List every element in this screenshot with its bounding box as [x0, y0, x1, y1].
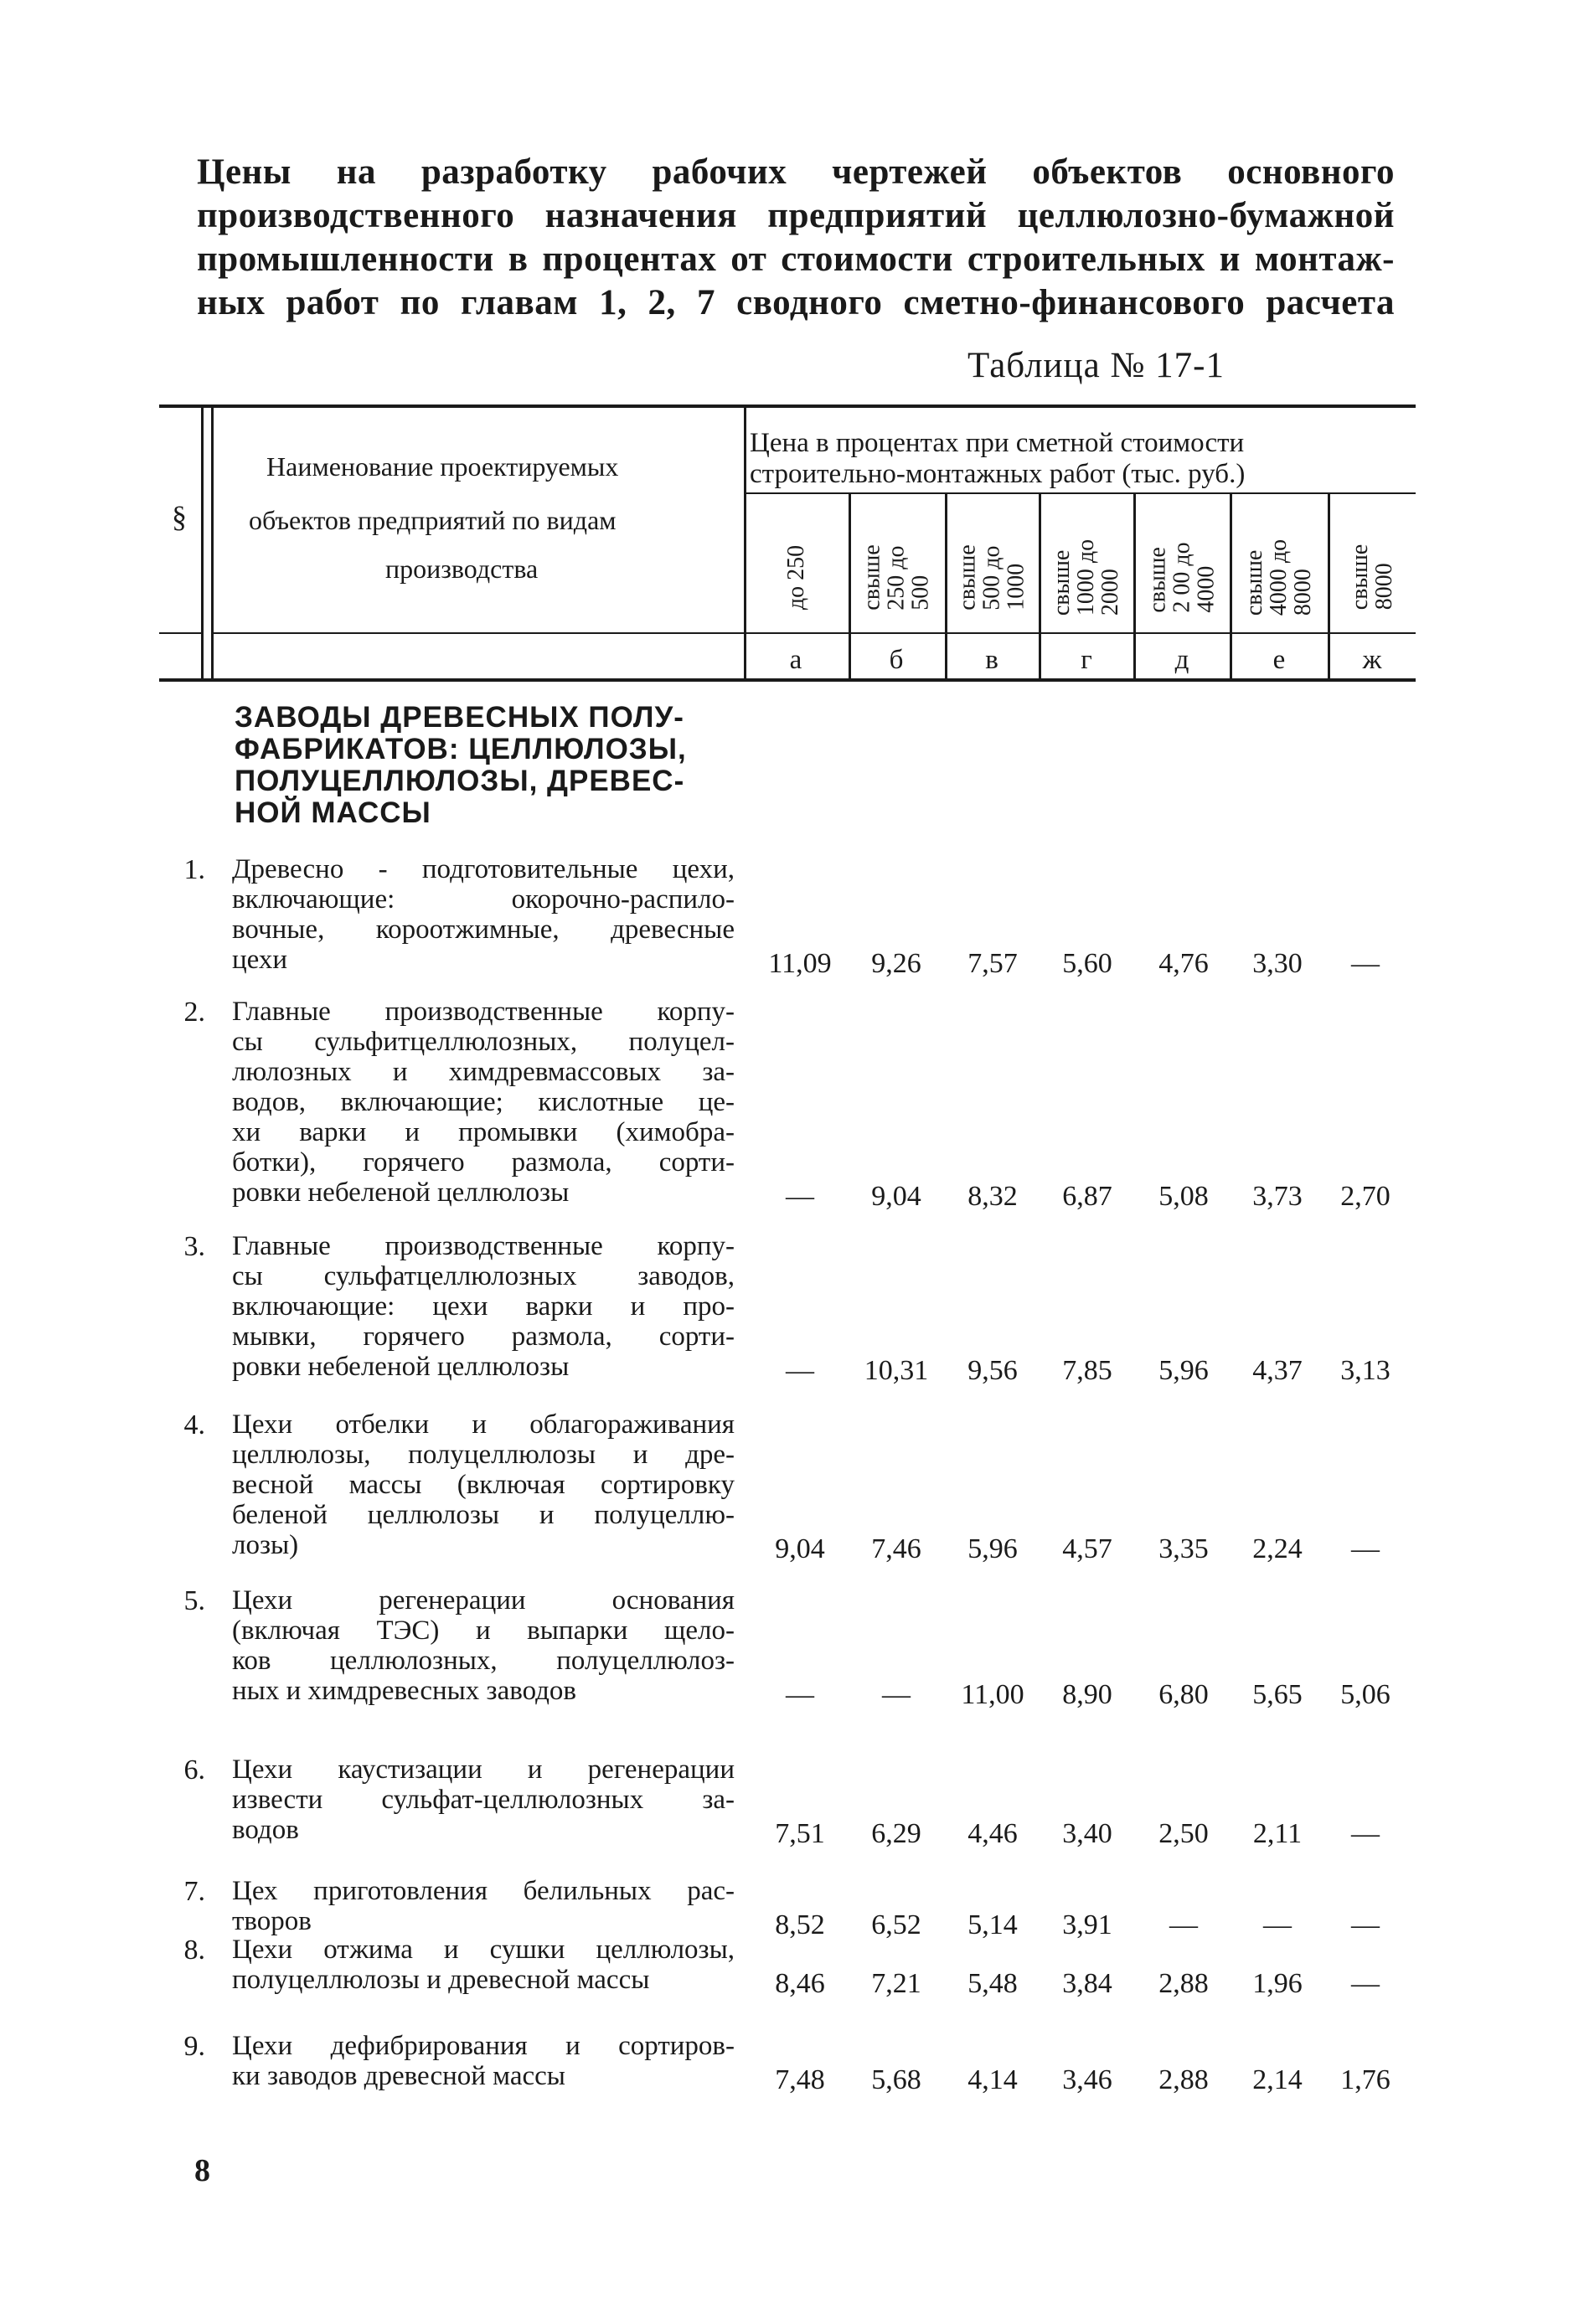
description-line: мывки, горячего размола, сорти- — [232, 1322, 735, 1352]
price-cell: — — [786, 1355, 814, 1386]
price-cell: 3,91 — [1062, 1909, 1112, 1940]
title-line: промышленности в процентах от стоимости строительных и монтаж- — [197, 240, 1395, 279]
description-line: Цехи отбелки и облагораживания — [232, 1409, 735, 1440]
description-line: лозы) — [232, 1530, 299, 1560]
price-cell: 3,30 — [1252, 948, 1303, 979]
price-cell: 7,46 — [871, 1533, 921, 1564]
price-cell: 8,90 — [1062, 1679, 1112, 1710]
price-cell: 5,60 — [1062, 948, 1112, 979]
price-cell: 11,09 — [768, 948, 832, 979]
column-letter: в — [985, 645, 998, 675]
price-cell: 3,84 — [1062, 1968, 1112, 1999]
price-cell: 8,46 — [775, 1968, 825, 1999]
price-cell: 5,65 — [1252, 1679, 1303, 1710]
price-cell: — — [1351, 1909, 1380, 1940]
price-cell: — — [1169, 1909, 1198, 1940]
description-line: беленой целлюлозы и полуцеллю- — [232, 1500, 735, 1530]
price-cell: 5,96 — [967, 1533, 1018, 1564]
price-cell: 2,88 — [1158, 1968, 1209, 1999]
row-number: 2. — [183, 997, 205, 1028]
row-description — [232, 854, 735, 975]
row-number: 6. — [183, 1755, 205, 1786]
price-cell: 11,00 — [961, 1679, 1024, 1710]
paragraph-symbol: § — [172, 500, 187, 533]
price-cell: 4,57 — [1062, 1533, 1112, 1564]
row-description — [232, 997, 735, 1208]
description-line: ровки небеленой целлюлозы — [232, 1177, 570, 1208]
description-line: Древесно - подготовительные цехи, — [232, 854, 735, 884]
price-cell: 3,40 — [1062, 1818, 1112, 1849]
description-line: Цехи дефибрирования и сортиров- — [232, 2031, 735, 2061]
price-cell: 4,14 — [967, 2064, 1018, 2095]
range-header: свыше 1000 до 2000 — [1049, 538, 1124, 616]
price-cell: 9,04 — [775, 1533, 825, 1564]
price-header-rule — [746, 492, 1416, 494]
range-header: свыше 4000 до 8000 — [1241, 538, 1317, 616]
table-top-rule — [159, 405, 1416, 408]
title-line: Цены на разработку рабочих чертежей объектов основного — [197, 152, 1395, 192]
price-cell: 5,48 — [967, 1968, 1018, 1999]
price-cell: 1,76 — [1340, 2064, 1391, 2095]
price-cell: 4,37 — [1252, 1355, 1303, 1386]
description-line: Цехи отжима и сушки целлюлозы, — [232, 1935, 735, 1965]
description-line: вочные, короотжимные, древесные — [232, 915, 735, 945]
page-number: 8 — [194, 2153, 210, 2188]
name-header-line: объектов предприятий по видам — [249, 505, 617, 535]
description-line: полуцеллюлозы и древесной массы — [232, 1965, 650, 1995]
price-cell: 4,76 — [1158, 948, 1209, 979]
row-number: 8. — [183, 1935, 205, 1966]
description-line: Цехи каустизации и регенерации — [232, 1755, 735, 1785]
description-line: сы сульфитцеллюлозных, полуцел- — [232, 1027, 735, 1057]
description-line: ровки небеленой целлюлозы — [232, 1352, 570, 1382]
title-line: ных работ по главам 1, 2, 7 сводного сметно-финансового расчета — [197, 283, 1395, 322]
description-line: ботки), горячего размола, сорти- — [232, 1147, 735, 1177]
price-cell: — — [1351, 1968, 1380, 1999]
header-bottom-rule — [159, 678, 1416, 682]
name-header-line: производства — [385, 554, 539, 584]
price-cell: 2,70 — [1340, 1181, 1391, 1212]
description-line: извести сульфат-целлюлозных за- — [232, 1785, 735, 1815]
row-number: 7. — [183, 1876, 205, 1907]
price-cell: 3,73 — [1252, 1181, 1303, 1212]
description-line: ных и химдревесных заводов — [232, 1676, 577, 1706]
row-number: 5. — [183, 1585, 205, 1616]
column-letter: а — [789, 645, 802, 675]
description-line: творов — [232, 1906, 312, 1936]
col-divider — [201, 408, 204, 678]
description-line: водов, включающие; кислотные це- — [232, 1087, 735, 1117]
range-header: свыше 250 до 500 — [859, 544, 934, 611]
table-number: Таблица № 17-1 — [967, 346, 1225, 385]
description-line: Главные производственные корпу- — [232, 997, 735, 1027]
price-cell: 2,11 — [1252, 1818, 1303, 1849]
column-letter: б — [889, 645, 904, 675]
description-line: Цехи регенерации основания — [232, 1585, 735, 1615]
name-header-line: Наименование проектируемых — [266, 451, 619, 482]
description-line: хи варки и промывки (химобра- — [232, 1117, 735, 1147]
price-cell: 9,04 — [871, 1181, 921, 1212]
price-cell: — — [786, 1181, 814, 1212]
price-cell: 10,31 — [864, 1355, 929, 1386]
row-number: 4. — [183, 1409, 205, 1440]
section-title: ЗАВОДЫ ДРЕВЕСНЫХ ПОЛУ- ФАБРИКАТОВ: ЦЕЛЛЮЛОЗЫ, ПОЛУЦЕЛЛЮЛОЗЫ, ДРЕВЕС- НОЙ МАССЫ — [235, 701, 687, 829]
row-description — [232, 1876, 735, 1936]
price-cell: 5,96 — [1158, 1355, 1209, 1386]
price-cell: 6,52 — [871, 1909, 921, 1940]
price-cell: 3,35 — [1158, 1533, 1209, 1564]
range-header: свыше 2 00 до 4000 — [1144, 541, 1220, 613]
price-header-line: Цена в процентах при сметной стоимости — [750, 428, 1245, 458]
description-line: сы сульфатцеллюлозных заводов, — [232, 1261, 735, 1291]
title-line: производственного назначения предприятий целлюлозно-бумажной — [197, 196, 1395, 235]
description-line: включающие: окорочно-распило- — [232, 884, 735, 915]
price-cell: 2,14 — [1252, 2064, 1303, 2095]
price-cell: 3,13 — [1340, 1355, 1391, 1386]
range-header: до 250 — [783, 544, 810, 610]
description-line: водов — [232, 1815, 299, 1845]
price-cell: 9,26 — [871, 948, 921, 979]
row-number: 9. — [183, 2031, 205, 2062]
price-cell: — — [882, 1679, 911, 1710]
price-cell: 8,52 — [775, 1909, 825, 1940]
row-description — [232, 1585, 735, 1706]
price-cell: 7,85 — [1062, 1355, 1112, 1386]
price-cell: 5,14 — [967, 1909, 1018, 1940]
letters-rule-left — [159, 632, 201, 634]
letters-rule — [211, 632, 1416, 634]
price-cell: 5,08 — [1158, 1181, 1209, 1212]
price-cell: 7,51 — [775, 1818, 825, 1849]
price-cell: 5,06 — [1340, 1679, 1391, 1710]
price-cell: 7,57 — [967, 948, 1018, 979]
price-header-line: строительно-монтажных работ (тыс. руб.) — [750, 459, 1246, 489]
description-line: весной массы (включая сортировку — [232, 1470, 735, 1500]
price-cell: 8,32 — [967, 1181, 1018, 1212]
row-description — [232, 1755, 735, 1845]
price-cell: — — [1351, 1533, 1380, 1564]
description-line: целлюлозы, полуцеллюлозы и дре- — [232, 1440, 735, 1470]
row-description — [232, 1935, 735, 1995]
row-description — [232, 1409, 735, 1560]
page-title — [197, 151, 1395, 325]
price-cell: 3,46 — [1062, 2064, 1112, 2095]
description-line: ки заводов древесной массы — [232, 2061, 565, 2091]
row-number: 3. — [183, 1231, 205, 1262]
range-header: свыше 500 до 1000 — [954, 544, 1029, 611]
description-line: (включая ТЭС) и выпарки щело- — [232, 1615, 735, 1646]
row-description — [232, 1231, 735, 1382]
price-cell: — — [786, 1679, 814, 1710]
row-number: 1. — [183, 854, 205, 885]
price-cell: 9,56 — [967, 1355, 1018, 1386]
price-cell: 1,96 — [1252, 1968, 1303, 1999]
row-description — [232, 2031, 735, 2091]
price-cell: 2,24 — [1252, 1533, 1303, 1564]
price-cell: — — [1263, 1909, 1292, 1940]
price-cell: — — [1351, 1818, 1380, 1849]
description-line: Цех приготовления белильных рас- — [232, 1876, 735, 1906]
price-cell: 5,68 — [871, 2064, 921, 2095]
price-cell: 7,21 — [871, 1968, 921, 1999]
price-cell: 6,29 — [871, 1818, 921, 1849]
price-cell: 2,88 — [1158, 2064, 1209, 2095]
description-line: Главные производственные корпу- — [232, 1231, 735, 1261]
column-letter: ж — [1362, 645, 1382, 675]
column-letter: г — [1081, 645, 1092, 675]
col-divider — [211, 408, 214, 678]
column-letter: е — [1272, 645, 1286, 675]
price-cell: 4,46 — [967, 1818, 1018, 1849]
price-cell: 6,87 — [1062, 1181, 1112, 1212]
price-cell: 7,48 — [775, 2064, 825, 2095]
price-cell: 2,50 — [1158, 1818, 1209, 1849]
price-cell: — — [1351, 948, 1380, 979]
description-line: люлозных и химдревмассовых за- — [232, 1057, 735, 1087]
column-letter: д — [1174, 645, 1189, 675]
description-line: включающие: цехи варки и про- — [232, 1291, 735, 1322]
price-cell: 6,80 — [1158, 1679, 1209, 1710]
description-line: цехи — [232, 945, 288, 975]
range-header: свыше 8000 — [1346, 544, 1397, 611]
description-line: ков целлюлозных, полуцеллюлоз- — [232, 1646, 735, 1676]
